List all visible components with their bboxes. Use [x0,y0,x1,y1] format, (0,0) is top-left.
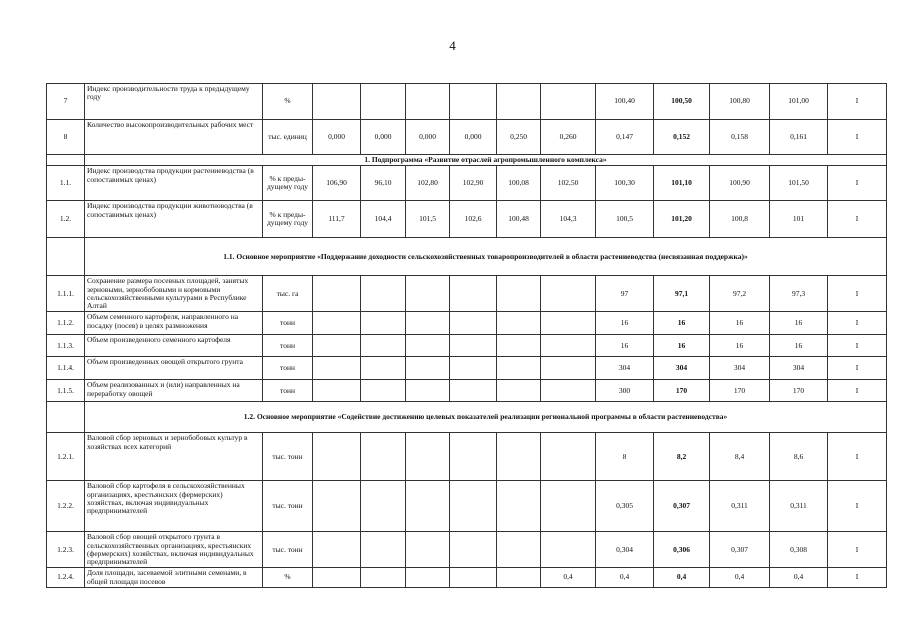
value-cell: I [828,312,887,335]
value-cell: 0,4 [596,568,654,588]
value-cell [406,357,450,380]
value-cell: 100,48 [497,201,541,238]
value-cell: I [828,532,887,568]
value-cell: 300 [596,380,654,402]
value-cell [406,568,450,588]
table-row [47,335,887,357]
value-cell [361,357,406,380]
value-cell: 170 [710,380,770,402]
value-cell: 100,30 [596,166,654,201]
table-row [47,166,887,201]
value-cell: 0,307 [654,481,710,532]
value-cell [313,532,361,568]
value-cell [541,532,596,568]
value-cell: 0,152 [654,120,710,155]
value-cell [497,532,541,568]
value-cell [450,380,497,402]
table-row [47,84,887,120]
value-cell: 101,10 [654,166,710,201]
value-cell: I [828,201,887,238]
indicator-name: Валовой сбор зерновых и зернобобовых культур в хозяйствах всех категорий [85,433,263,481]
value-cell: 0,311 [710,481,770,532]
value-cell: 101,00 [770,84,828,120]
value-cell: I [828,335,887,357]
value-cell [450,433,497,481]
section-title: 1. Подпрограмма «Развитие отраслей агропромышленного комплекса» [85,155,887,166]
value-cell: 111,7 [313,201,361,238]
unit-cell: тыс. единиц [263,120,313,155]
value-cell: 0,4 [770,568,828,588]
value-cell [541,481,596,532]
value-cell: 304 [654,357,710,380]
value-cell: 97,1 [654,276,710,312]
value-cell: 16 [596,335,654,357]
value-cell [313,84,361,120]
unit-cell: тонн [263,335,313,357]
value-cell: 170 [654,380,710,402]
value-cell [450,481,497,532]
value-cell: 0,4 [541,568,596,588]
value-cell [497,84,541,120]
table-row [47,120,887,155]
table-row [47,276,887,312]
value-cell: 0,260 [541,120,596,155]
value-cell: 101,20 [654,201,710,238]
value-cell [361,276,406,312]
value-cell: 100,90 [710,166,770,201]
unit-cell: % к преды-дущему году [263,201,313,238]
value-cell: 100,80 [710,84,770,120]
value-cell: 96,10 [361,166,406,201]
value-cell: 102,50 [541,166,596,201]
value-cell [450,276,497,312]
value-cell: 102,90 [450,166,497,201]
value-cell: 8,2 [654,433,710,481]
indicator-name: Индекс производительности труда к предыдущему году [85,84,263,120]
value-cell: 100,40 [596,84,654,120]
value-cell [313,276,361,312]
value-cell [313,335,361,357]
value-cell [497,312,541,335]
value-cell: 8 [596,433,654,481]
value-cell: 304 [596,357,654,380]
value-cell [450,84,497,120]
value-cell: 0,311 [770,481,828,532]
indicator-name: Индекс производства продукции животноводства (в сопоставимых ценах) [85,201,263,238]
value-cell: 170 [770,380,828,402]
value-cell: 0,000 [313,120,361,155]
table-row [47,380,887,402]
value-cell [361,380,406,402]
value-cell [497,380,541,402]
indicator-name: Объем семенного картофеля, направленного на посадку (посев) в целях размножения [85,312,263,335]
unit-cell: тыс. тонн [263,433,313,481]
value-cell: 0,000 [406,120,450,155]
value-cell [497,357,541,380]
value-cell [361,433,406,481]
value-cell: 16 [770,312,828,335]
indicator-name: Объем произведенного семенного картофеля [85,335,263,357]
unit-cell: тыс. тонн [263,532,313,568]
value-cell [313,568,361,588]
value-cell [450,532,497,568]
value-cell: 0,147 [596,120,654,155]
value-cell [541,357,596,380]
value-cell: 16 [654,312,710,335]
section-row [47,402,887,433]
value-cell: 16 [654,335,710,357]
value-cell [541,312,596,335]
value-cell: 0,4 [710,568,770,588]
section-num-cell [47,155,85,166]
value-cell: 0,304 [596,532,654,568]
value-cell: 97,3 [770,276,828,312]
value-cell: 100,08 [497,166,541,201]
table-row [47,357,887,380]
section-row [47,155,887,166]
value-cell [313,433,361,481]
value-cell: 104,3 [541,201,596,238]
value-cell: 16 [710,335,770,357]
page-number: 4 [449,38,456,53]
value-cell: 102,80 [406,166,450,201]
indicator-name: Сохранение размера посевных площадей, занятых зерновыми, зернобобовыми и кормовыми сельскохозяйственными культурами в Республике Алтай [85,276,263,312]
value-cell [313,481,361,532]
section-num-cell [47,402,85,433]
table-row [47,201,887,238]
table-row [47,568,887,588]
section-row [47,238,887,276]
section-title: 1.2. Основное мероприятие «Содействие достижению целевых показателей реализации региональной программы в области растениеводства» [85,402,887,433]
value-cell: 0,308 [770,532,828,568]
row-number: 1.2. [47,201,85,238]
value-cell: 97,2 [710,276,770,312]
value-cell: I [828,568,887,588]
value-cell: 304 [710,357,770,380]
value-cell: 100,50 [654,84,710,120]
value-cell: 16 [710,312,770,335]
indicator-name: Объем произведенных овощей открытого грунта [85,357,263,380]
value-cell [541,84,596,120]
value-cell [450,335,497,357]
row-number: 1.2.4. [47,568,85,588]
unit-cell: тонн [263,380,313,402]
value-cell [361,532,406,568]
value-cell: 97 [596,276,654,312]
value-cell: 0,000 [450,120,497,155]
value-cell: 0,161 [770,120,828,155]
value-cell [406,433,450,481]
value-cell: 104,4 [361,201,406,238]
value-cell: 0,305 [596,481,654,532]
value-cell [406,276,450,312]
value-cell [361,481,406,532]
value-cell [406,532,450,568]
indicator-name: Доля площади, засеваемой элитными семенами, в общей площади посевов [85,568,263,588]
indicators-table [46,83,887,588]
value-cell [541,380,596,402]
value-cell [497,433,541,481]
value-cell: 106,90 [313,166,361,201]
row-number: 1.1.2. [47,312,85,335]
value-cell [313,357,361,380]
unit-cell: тонн [263,357,313,380]
value-cell [541,433,596,481]
indicator-name: Индекс производства продукции растениеводства (в сопоставимых ценах) [85,166,263,201]
indicator-name: Количество высокопроизводительных рабочих мест [85,120,263,155]
value-cell [406,312,450,335]
value-cell: 0,250 [497,120,541,155]
value-cell [541,276,596,312]
value-cell [450,568,497,588]
value-cell [361,568,406,588]
unit-cell: % [263,84,313,120]
value-cell: 0,158 [710,120,770,155]
value-cell: 101 [770,201,828,238]
value-cell: I [828,481,887,532]
row-number: 1.2.3. [47,532,85,568]
value-cell: I [828,120,887,155]
unit-cell: тыс. га [263,276,313,312]
value-cell: 0,4 [654,568,710,588]
table-row [47,433,887,481]
indicator-name: Валовой сбор картофеля в сельскохозяйственных организациях, крестьянских (фермерских) хозяйствах, включая индивидуальных предпринимателей [85,481,263,532]
value-cell: 101,50 [770,166,828,201]
value-cell [361,335,406,357]
value-cell: I [828,166,887,201]
table-row [47,312,887,335]
indicator-name: Объем реализованных и (или) направленных на переработку овощей [85,380,263,402]
value-cell [313,312,361,335]
value-cell: 16 [596,312,654,335]
value-cell [361,84,406,120]
unit-cell: % [263,568,313,588]
value-cell [497,481,541,532]
table-row [47,532,887,568]
value-cell [541,335,596,357]
row-number: 1.1.3. [47,335,85,357]
value-cell: 16 [770,335,828,357]
indicator-name: Валовой сбор овощей открытого грунта в сельскохозяйственных организациях, крестьянских (фермерских) хозяйствах, включая индивидуальных предпринимателей [85,532,263,568]
value-cell: I [828,380,887,402]
value-cell: I [828,276,887,312]
row-number: 8 [47,120,85,155]
value-cell: 0,306 [654,532,710,568]
value-cell: 0,000 [361,120,406,155]
unit-cell: % к преды-дущему году [263,166,313,201]
unit-cell: тыс. тонн [263,481,313,532]
value-cell: 0,307 [710,532,770,568]
value-cell: 8,6 [770,433,828,481]
table-row [47,481,887,532]
value-cell: 100,5 [596,201,654,238]
row-number: 1.1. [47,166,85,201]
value-cell [497,568,541,588]
value-cell: I [828,357,887,380]
value-cell: 100,8 [710,201,770,238]
row-number: 1.1.1. [47,276,85,312]
value-cell: 101,5 [406,201,450,238]
section-num-cell [47,238,85,276]
value-cell: 102,6 [450,201,497,238]
row-number: 1.2.2. [47,481,85,532]
value-cell [497,276,541,312]
value-cell: 8,4 [710,433,770,481]
row-number: 1.2.1. [47,433,85,481]
value-cell [406,84,450,120]
row-number: 7 [47,84,85,120]
value-cell [450,312,497,335]
value-cell [406,335,450,357]
section-title: 1.1. Основное мероприятие «Поддержание доходности сельскохозяйственных товаропроизводителей в области растениеводства (несвязанная поддержка)» [85,238,887,276]
value-cell [406,481,450,532]
value-cell [450,357,497,380]
value-cell [406,380,450,402]
value-cell: I [828,433,887,481]
value-cell: 304 [770,357,828,380]
value-cell [313,380,361,402]
value-cell: I [828,84,887,120]
row-number: 1.1.5. [47,380,85,402]
row-number: 1.1.4. [47,357,85,380]
unit-cell: тонн [263,312,313,335]
value-cell [361,312,406,335]
value-cell [497,335,541,357]
